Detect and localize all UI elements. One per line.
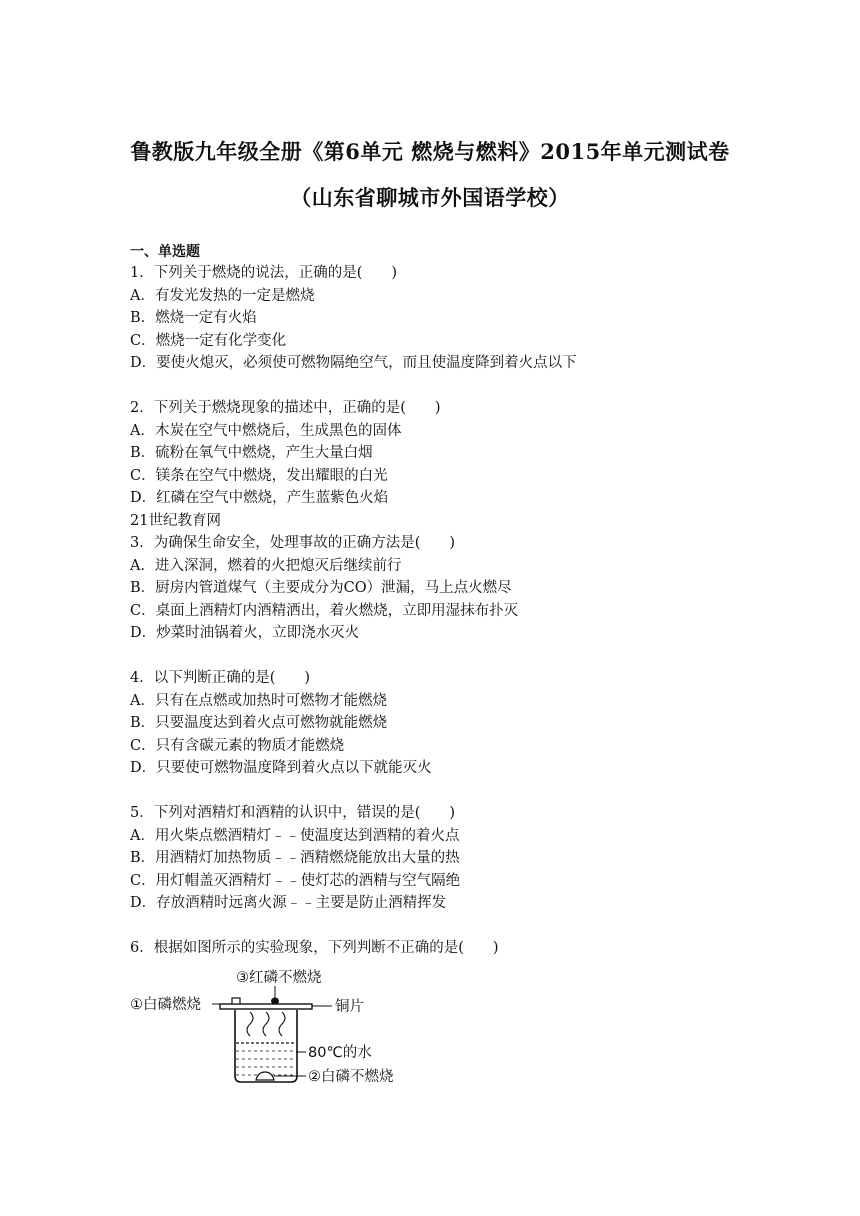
- option-d: D．炒菜时油锅着火，立即浇水灭火: [130, 625, 360, 642]
- question-3: [130, 532, 518, 645]
- option-b: B．硫粉在氧气中燃烧，产生大量白烟: [130, 445, 373, 462]
- page-title: 鲁教版九年级全册《第6单元 燃烧与燃料》2015年单元测试卷: [130, 139, 730, 164]
- label-water: 80℃的水: [308, 1045, 372, 1061]
- option-b: B．用酒精灯加热物质﹣﹣酒精燃烧能放出大量的热: [130, 850, 460, 867]
- label-white-phosphorus-water: ②白磷不燃烧: [308, 1069, 394, 1085]
- option-d: D．红磷在空气中燃烧，产生蓝紫色火焰: [130, 490, 389, 507]
- option-a: A．木炭在空气中燃烧后，生成黑色的固体: [130, 422, 402, 439]
- question-1: [130, 262, 577, 375]
- beaker-shape: [235, 1010, 297, 1082]
- label-red-phosphorus: ③红磷不燃烧: [236, 970, 322, 986]
- question-4: [130, 667, 432, 780]
- option-c: C．只有含碳元素的物质才能燃烧: [130, 737, 345, 754]
- option-d: D．只要使可燃物温度降到着火点以下就能灭火: [130, 760, 432, 777]
- option-c: C．桌面上酒精灯内酒精洒出，着火燃烧，立即用湿抹布扑灭: [130, 602, 519, 619]
- question-stem: 2．下列关于燃烧现象的描述中，正确的是( ): [130, 400, 441, 416]
- option-b: B．只要温度达到着火点可燃物就能燃烧: [130, 715, 388, 732]
- option-c: C．镁条在空气中燃烧，发出耀眼的白光: [130, 467, 388, 484]
- combustion-experiment-figure: [128, 966, 418, 1090]
- question-6: [130, 937, 499, 960]
- option-a: A．只有在点燃或加热时可燃物才能燃烧: [130, 692, 387, 709]
- copper-sheet: [220, 1004, 312, 1009]
- option-a: A．有发光发热的一定是燃烧: [130, 287, 315, 304]
- label-white-phosphorus-burns: ①白磷燃烧: [130, 997, 201, 1013]
- section-heading: 一、单选题: [130, 244, 200, 260]
- steam-icon: [279, 1012, 285, 1036]
- option-c: C．燃烧一定有化学变化: [130, 332, 287, 349]
- option-b: B．燃烧一定有火焰: [130, 310, 257, 327]
- steam-icon: [247, 1012, 253, 1036]
- label-copper: 铜片: [335, 999, 364, 1015]
- question-stem: 3．为确保生命安全，处理事故的正确方法是( ): [130, 535, 456, 551]
- source-note: 21世纪教育网: [130, 512, 221, 529]
- option-a: A．进入深洞，燃着的火把熄灭后继续前行: [130, 557, 402, 574]
- option-c: C．用灯帽盖灭酒精灯﹣﹣使灯芯的酒精与空气隔绝: [130, 872, 461, 889]
- page-subtitle: （山东省聊城市外国语学校）: [290, 185, 570, 210]
- question-stem: 6．根据如图所示的实验现象，下列判断不正确的是( ): [130, 940, 499, 956]
- question-stem: 4．以下判断正确的是( ): [130, 670, 311, 686]
- red-phosphorus-icon: [271, 998, 279, 1005]
- option-d: D．要使火熄灭，必须使可燃物隔绝空气，而且使温度降到着火点以下: [130, 355, 577, 372]
- white-phosphorus-icon: [232, 998, 240, 1004]
- question-2: [130, 397, 441, 533]
- question-5: [130, 802, 460, 915]
- option-b: B．厨房内管道煤气（主要成分为CO）泄漏，马上点火燃尽: [130, 580, 512, 597]
- steam-icon: [263, 1012, 269, 1036]
- option-d: D．存放酒精时远离火源﹣﹣主要是防止酒精挥发: [130, 895, 447, 912]
- option-a: A．用火柴点燃酒精灯﹣﹣使温度达到酒精的着火点: [130, 827, 460, 844]
- question-stem: 5．下列对酒精灯和酒精的认识中，错误的是( ): [130, 805, 456, 821]
- question-stem: 1．下列关于燃烧的说法，正确的是( ): [130, 265, 398, 281]
- submerged-phosphorus-icon: [256, 1072, 274, 1080]
